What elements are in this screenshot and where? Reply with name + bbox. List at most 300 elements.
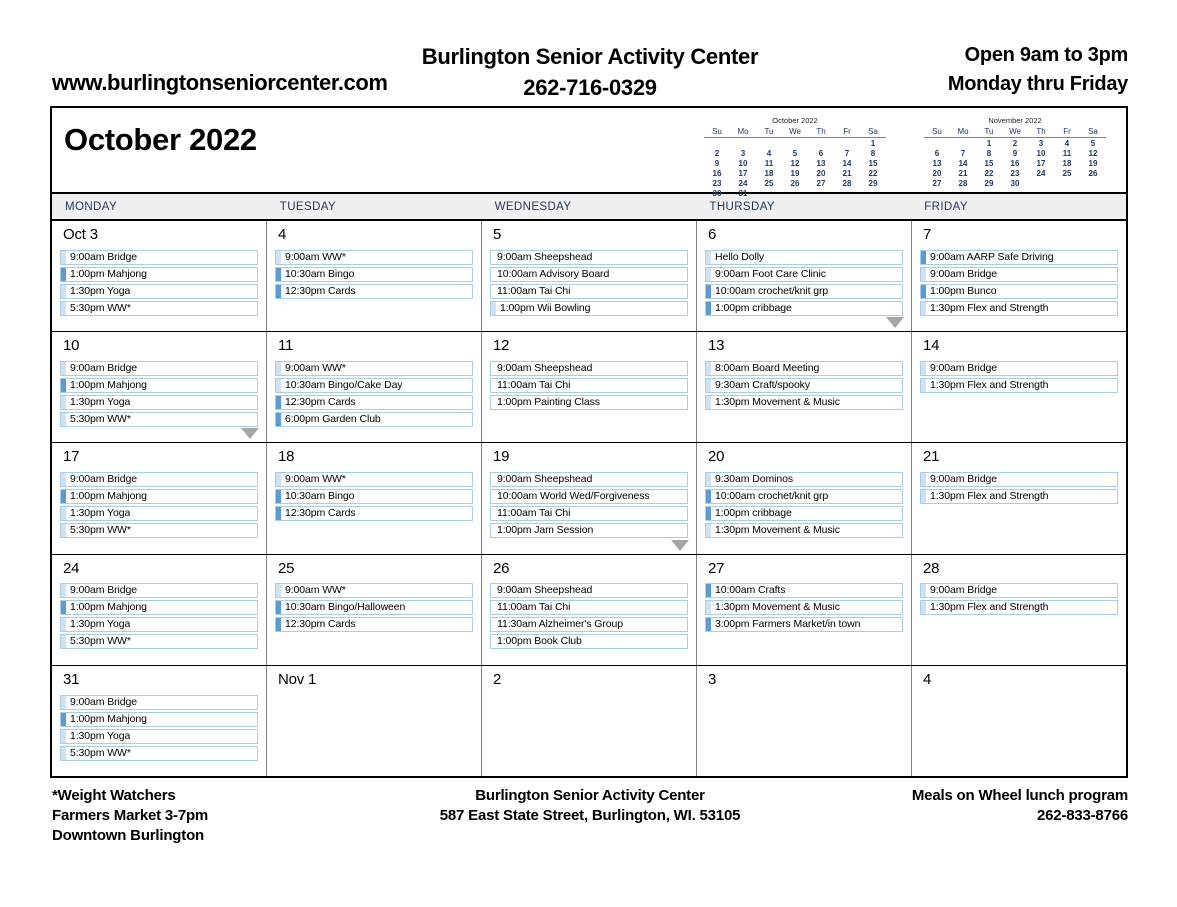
calendar-event[interactable]: [490, 284, 688, 299]
mini-calendar-day[interactable]: 1: [986, 138, 992, 148]
mini-calendar-day: [808, 188, 834, 198]
mini-calendar-day[interactable]: 7: [960, 148, 966, 158]
calendar-event[interactable]: [705, 378, 903, 393]
calendar-day-cell[interactable]: [52, 221, 266, 331]
day-number: 5: [493, 226, 502, 243]
calendar-event[interactable]: [275, 412, 473, 427]
calendar-event[interactable]: [490, 267, 688, 282]
footer-line: 587 East State Street, Burlington, WI. 53105: [439, 806, 741, 824]
day-number: 4: [923, 670, 932, 688]
mini-calendar-day[interactable]: 18: [1062, 158, 1072, 168]
day-number: 2: [493, 670, 502, 688]
event-label: 12:30pm Cards: [285, 618, 356, 631]
center-title-block: [330, 44, 850, 101]
calendar-day-cell[interactable]: [481, 443, 696, 553]
calendar-day-cell[interactable]: [52, 443, 266, 553]
calendar-day-cell[interactable]: [52, 332, 266, 442]
mini-calendar-day: [950, 138, 976, 149]
mini-calendar-day[interactable]: 2: [714, 148, 720, 158]
mini-calendar-day[interactable]: 23: [712, 178, 722, 188]
footer-line: Farmers Market 3-7pm: [52, 806, 209, 824]
calendar-event[interactable]: [275, 617, 473, 632]
calendar-event[interactable]: [705, 301, 903, 316]
mini-calendar-day[interactable]: 25: [764, 178, 774, 188]
day-number: 27: [708, 559, 725, 577]
day-event-list: [705, 472, 903, 538]
day-number: 17: [63, 448, 80, 466]
calendar-event[interactable]: [60, 250, 258, 265]
website-url: www.burlingtonseniorcenter.com: [52, 70, 388, 95]
calendar-event[interactable]: [490, 600, 688, 615]
mini-calendar-day[interactable]: 26: [1088, 168, 1098, 178]
mini-calendar-dow: Mo: [950, 127, 976, 138]
calendar-event[interactable]: [705, 617, 903, 632]
day-number: Nov 1: [278, 670, 317, 688]
mini-calendar-day: [834, 138, 860, 149]
event-label: 9:00am AARP Safe Driving: [930, 250, 1054, 263]
calendar-event[interactable]: [920, 472, 1118, 487]
mini-calendar-dow: Su: [924, 127, 950, 138]
event-label: 1:30pm Yoga: [70, 618, 131, 631]
event-label: 12:30pm Cards: [285, 395, 356, 408]
mini-calendar-day[interactable]: 24: [738, 178, 748, 188]
calendar-day-cell[interactable]: [911, 666, 1126, 776]
calendar-day-cell[interactable]: [696, 666, 911, 776]
calendar-event[interactable]: [60, 695, 258, 710]
calendar-event[interactable]: [60, 412, 258, 427]
calendar-event[interactable]: [60, 472, 258, 487]
calendar-event[interactable]: [490, 617, 688, 632]
calendar-event[interactable]: [705, 267, 903, 282]
calendar-event[interactable]: [275, 378, 473, 393]
event-label: 1:00pm Mahjong: [70, 267, 147, 280]
event-label: 9:00am Bridge: [70, 584, 137, 597]
mini-calendar-day[interactable]: 20: [816, 168, 826, 178]
mini-calendar-day[interactable]: 11: [1062, 148, 1072, 158]
day-event-list: [275, 250, 473, 299]
mini-calendar-day[interactable]: 10: [1036, 148, 1046, 158]
calendar-event[interactable]: [920, 250, 1118, 265]
calendar-event[interactable]: [60, 506, 258, 521]
page-banner: [0, 44, 1177, 106]
event-label: 9:00am Bridge: [930, 361, 997, 374]
calendar-event[interactable]: [490, 634, 688, 649]
calendar-day-cell[interactable]: [911, 332, 1126, 442]
calendar-event[interactable]: [60, 301, 258, 316]
day-number: 24: [63, 559, 80, 577]
mini-calendar-day[interactable]: 13: [816, 158, 826, 168]
day-event-list: [60, 250, 258, 316]
mini-calendar-day[interactable]: 29: [868, 178, 878, 188]
mini-calendar-day[interactable]: 19: [790, 168, 800, 178]
mini-calendar-day[interactable]: 21: [958, 168, 968, 178]
calendar-event[interactable]: [705, 284, 903, 299]
mini-calendar-day: [756, 138, 782, 149]
calendar-event[interactable]: [920, 378, 1118, 393]
calendar-day-cell[interactable]: [911, 443, 1126, 553]
calendar-day-cell[interactable]: [52, 666, 266, 776]
page-footer: [0, 786, 1177, 856]
mini-calendar-day[interactable]: 22: [984, 168, 994, 178]
event-label: 5:30pm WW*: [70, 635, 131, 648]
mini-calendar-day: [1054, 178, 1080, 188]
mini-calendar-day[interactable]: 19: [1088, 158, 1098, 168]
event-label: 9:00am Bridge: [70, 361, 137, 374]
footer-line: Downtown Burlington: [52, 826, 204, 844]
footer-line: 262-833-8766: [1036, 806, 1128, 824]
mini-calendar-day: [1080, 178, 1106, 188]
calendar-event[interactable]: [275, 361, 473, 376]
calendar-event[interactable]: [275, 284, 473, 299]
mini-calendar-day[interactable]: 13: [932, 158, 942, 168]
footer-right: [830, 786, 1128, 826]
calendar-day-cell[interactable]: [911, 221, 1126, 331]
mini-calendar-day[interactable]: 8: [986, 148, 992, 158]
calendar-day-cell[interactable]: [696, 221, 911, 331]
event-label: 3:00pm Farmers Market/in town: [715, 618, 861, 631]
calendar-event[interactable]: [490, 472, 688, 487]
event-label: 1:30pm Movement & Music: [715, 524, 840, 537]
footer-line: *Weight Watchers: [52, 787, 176, 804]
calendar-event[interactable]: [705, 361, 903, 376]
event-label: 9:00am WW*: [285, 473, 346, 486]
mini-calendar-dow: We: [1002, 127, 1028, 138]
day-event-list: [705, 250, 903, 316]
event-label: 9:00am Bridge: [930, 267, 997, 280]
calendar-event[interactable]: [275, 600, 473, 615]
mini-calendar-day[interactable]: 2: [1012, 138, 1018, 148]
footer-center: [330, 786, 850, 826]
day-number: 21: [923, 448, 940, 466]
event-label: 9:00am Bridge: [70, 695, 137, 708]
event-label: 9:00am Bridge: [930, 584, 997, 597]
mini-calendar-day[interactable]: 31: [738, 188, 748, 198]
mini-calendar-day[interactable]: 27: [816, 178, 826, 188]
calendar-day-cell[interactable]: [266, 332, 481, 442]
mini-calendar-week: [704, 148, 886, 158]
calendar-event[interactable]: [60, 284, 258, 299]
day-number: 10: [63, 337, 80, 355]
event-label: 9:30am Craft/spooky: [715, 378, 810, 391]
calendar-week-row: [52, 221, 1126, 332]
calendar-event[interactable]: [705, 472, 903, 487]
calendar-event[interactable]: [490, 250, 688, 265]
mini-calendar-day[interactable]: 16: [1010, 158, 1020, 168]
calendar-event[interactable]: [275, 506, 473, 521]
event-label: 1:30pm Movement & Music: [715, 601, 840, 614]
calendar-event[interactable]: [490, 395, 688, 410]
calendar-day-cell[interactable]: [266, 221, 481, 331]
calendar-day-cell[interactable]: [481, 666, 696, 776]
calendar-event[interactable]: [920, 301, 1118, 316]
calendar-event[interactable]: [705, 506, 903, 521]
day-event-list: [60, 361, 258, 427]
mini-calendar-day: [860, 188, 886, 198]
mini-calendar-dow: Mo: [730, 127, 756, 138]
mini-calendar-week: [704, 158, 886, 168]
mini-calendar-day[interactable]: 17: [1036, 158, 1046, 168]
mini-calendar-day[interactable]: 21: [842, 168, 852, 178]
day-event-list: [490, 250, 688, 316]
mini-calendar-day[interactable]: 28: [958, 178, 968, 188]
calendar-event[interactable]: [705, 250, 903, 265]
calendar-day-cell[interactable]: [481, 555, 696, 665]
calendar-event[interactable]: [275, 395, 473, 410]
day-number: 20: [708, 448, 725, 466]
event-label: 9:00am Bridge: [930, 473, 997, 486]
day-number: 4: [278, 226, 287, 243]
day-number: 11: [278, 337, 294, 355]
calendar-event[interactable]: [705, 489, 903, 504]
event-label: 10:00am crochet/knit grp: [715, 284, 829, 297]
mini-calendar-dow: We: [782, 127, 808, 138]
mini-calendar-week: [924, 158, 1106, 168]
mini-calendar-day[interactable]: 14: [958, 158, 968, 168]
mini-calendar-day[interactable]: 11: [764, 158, 774, 168]
mini-calendar-day[interactable]: 1: [870, 138, 876, 148]
calendar-event[interactable]: [705, 395, 903, 410]
event-label: 10:00am Advisory Board: [497, 267, 610, 280]
mini-calendar-week: [704, 188, 886, 198]
day-number: 6: [708, 226, 717, 243]
day-number: 12: [493, 337, 510, 355]
calendar-event[interactable]: [275, 267, 473, 282]
event-label: 9:00am Bridge: [70, 250, 137, 263]
event-label: Hello Dolly: [715, 250, 765, 263]
event-label: 9:00am Sheepshead: [497, 584, 593, 597]
event-label: 10:30am Bingo: [285, 267, 355, 280]
weekday-header-thursday: THURSDAY: [709, 200, 775, 213]
calendar-day-cell[interactable]: [481, 221, 696, 331]
mini-calendar-day: [730, 138, 756, 149]
center-phone: 262-716-0329: [523, 74, 657, 100]
calendar-day-cell[interactable]: [696, 332, 911, 442]
event-label: 9:00am Bridge: [70, 473, 137, 486]
mini-calendar-day[interactable]: 14: [842, 158, 852, 168]
mini-calendar-day[interactable]: 20: [932, 168, 942, 178]
calendar-title-band: [52, 108, 1126, 198]
day-number: 25: [278, 559, 295, 577]
calendar-event[interactable]: [920, 600, 1118, 615]
day-event-list: [920, 583, 1118, 615]
calendar-grid: [50, 106, 1128, 778]
calendar-event[interactable]: [60, 617, 258, 632]
calendar-day-cell[interactable]: [696, 555, 911, 665]
calendar-day-cell[interactable]: [266, 555, 481, 665]
mini-calendar-day[interactable]: 5: [1090, 138, 1096, 148]
day-number: 14: [923, 337, 940, 355]
mini-calendar-dow: Sa: [1080, 127, 1106, 138]
event-label: 9:00am WW*: [285, 250, 346, 263]
event-label: 10:00am World Wed/Forgiveness: [497, 490, 650, 503]
event-label: 1:30pm Movement & Music: [715, 395, 840, 408]
calendar-event[interactable]: [490, 506, 688, 521]
mini-calendar-day[interactable]: 6: [818, 148, 824, 158]
mini-calendar-day[interactable]: 27: [932, 178, 942, 188]
event-label: 12:30pm Cards: [285, 284, 356, 297]
mini-calendar-week: [924, 178, 1106, 188]
footer-line: Burlington Senior Activity Center: [475, 787, 705, 804]
footer-left: [52, 786, 208, 845]
calendar-event[interactable]: [490, 583, 688, 598]
event-label: 1:00pm Mahjong: [70, 601, 147, 614]
calendar-event[interactable]: [275, 489, 473, 504]
event-label: 1:00pm cribbage: [715, 507, 792, 520]
calendar-week-row: [52, 666, 1126, 776]
calendar-event[interactable]: [275, 583, 473, 598]
mini-calendar-day[interactable]: 12: [790, 158, 800, 168]
day-event-list: [920, 472, 1118, 504]
calendar-event[interactable]: [705, 600, 903, 615]
mini-calendar-day[interactable]: 24: [1036, 168, 1046, 178]
mini-calendar-week: [924, 138, 1106, 149]
more-events-arrow-icon[interactable]: [241, 428, 259, 439]
day-event-list: [920, 250, 1118, 316]
calendar-event[interactable]: [60, 361, 258, 376]
calendar-event[interactable]: [490, 489, 688, 504]
mini-calendar-day[interactable]: 28: [842, 178, 852, 188]
mini-calendar-day[interactable]: 17: [738, 168, 748, 178]
calendar-day-cell[interactable]: [696, 443, 911, 553]
mini-calendar-day[interactable]: 30: [712, 188, 722, 198]
mini-calendar-day[interactable]: 18: [764, 168, 774, 178]
event-label: 1:30pm Flex and Strength: [930, 490, 1049, 503]
mini-calendar-day[interactable]: 30: [1010, 178, 1020, 188]
calendar-event[interactable]: [920, 489, 1118, 504]
mini-calendar-day[interactable]: 16: [712, 168, 722, 178]
calendar-event[interactable]: [60, 583, 258, 598]
calendar-event[interactable]: [920, 284, 1118, 299]
day-event-list: [60, 695, 258, 761]
weekday-header-monday: MONDAY: [65, 200, 118, 213]
day-number: 18: [278, 448, 295, 466]
mini-calendar-day[interactable]: 3: [1038, 138, 1044, 148]
mini-calendar-day[interactable]: 9: [714, 158, 720, 168]
event-label: 1:00pm Painting Class: [497, 395, 600, 408]
calendar-event[interactable]: [920, 583, 1118, 598]
calendar-event[interactable]: [60, 600, 258, 615]
calendar-event[interactable]: [60, 634, 258, 649]
calendar-event[interactable]: [705, 583, 903, 598]
event-label: 5:30pm WW*: [70, 746, 131, 759]
more-events-arrow-icon[interactable]: [671, 540, 689, 551]
more-events-arrow-icon[interactable]: [886, 317, 904, 328]
mini-calendar-day[interactable]: 8: [870, 148, 876, 158]
event-label: 10:30am Bingo/Halloween: [285, 601, 406, 614]
calendar-day-cell[interactable]: [52, 555, 266, 665]
mini-calendar-day[interactable]: 25: [1062, 168, 1072, 178]
day-event-list: [490, 361, 688, 410]
calendar-day-cell[interactable]: [911, 555, 1126, 665]
mini-calendar-day[interactable]: 9: [1012, 148, 1018, 158]
calendar-event[interactable]: [275, 250, 473, 265]
calendar-event[interactable]: [60, 523, 258, 538]
calendar-event[interactable]: [60, 712, 258, 727]
mini-calendar-week: [924, 168, 1106, 178]
calendar-event[interactable]: [60, 395, 258, 410]
mini-calendar-day[interactable]: 15: [984, 158, 994, 168]
mini-calendar-day[interactable]: 5: [792, 148, 798, 158]
mini-calendar-day[interactable]: 22: [868, 168, 878, 178]
event-label: 9:00am Sheepshead: [497, 473, 593, 486]
day-number: 31: [63, 670, 80, 688]
mini-calendar-day: [704, 138, 730, 149]
mini-calendar-day: [808, 138, 834, 149]
calendar-event[interactable]: [60, 729, 258, 744]
mini-calendar-day: [756, 188, 782, 198]
event-label: 9:30am Dominos: [715, 473, 793, 486]
event-label: 9:00am Sheepshead: [497, 361, 593, 374]
day-event-list: [490, 583, 688, 649]
event-label: 11:00am Tai Chi: [497, 378, 571, 391]
calendar-event[interactable]: [705, 523, 903, 538]
event-label: 12:30pm Cards: [285, 507, 356, 520]
calendar-week-row: [52, 555, 1126, 666]
mini-calendar-day[interactable]: 23: [1010, 168, 1020, 178]
calendar-event[interactable]: [275, 472, 473, 487]
calendar-event[interactable]: [490, 378, 688, 393]
mini-calendar-day[interactable]: 6: [934, 148, 940, 158]
calendar-event[interactable]: [490, 361, 688, 376]
mini-calendar-dow: Th: [808, 127, 834, 138]
mini-calendar-day[interactable]: 4: [766, 148, 772, 158]
mini-calendar-day[interactable]: 7: [844, 148, 850, 158]
mini-calendar-dow: Fr: [1054, 127, 1080, 138]
day-event-list: [60, 583, 258, 649]
calendar-event[interactable]: [60, 489, 258, 504]
mini-calendar-title: November 2022: [988, 116, 1042, 125]
calendar-event[interactable]: [60, 378, 258, 393]
mini-calendar-day[interactable]: 3: [740, 148, 746, 158]
event-label: 1:30pm Yoga: [70, 507, 131, 520]
day-number: 26: [493, 559, 510, 577]
calendar-day-cell[interactable]: [266, 666, 481, 776]
mini-calendar-day[interactable]: 29: [984, 178, 994, 188]
mini-calendar-day[interactable]: 4: [1064, 138, 1070, 148]
event-label: 1:30pm Flex and Strength: [930, 378, 1049, 391]
calendar-event[interactable]: [490, 523, 688, 538]
mini-calendar-day[interactable]: 26: [790, 178, 800, 188]
calendar-day-cell[interactable]: [481, 332, 696, 442]
day-number: Oct 3: [63, 226, 98, 243]
calendar-event[interactable]: [60, 746, 258, 761]
day-event-list: [60, 472, 258, 538]
calendar-event[interactable]: [920, 361, 1118, 376]
calendar-event[interactable]: [60, 267, 258, 282]
mini-calendar-day[interactable]: 12: [1088, 148, 1098, 158]
event-label: 10:30am Bingo/Cake Day: [285, 378, 403, 391]
center-name: Burlington Senior Activity Center: [421, 44, 759, 69]
calendar-event[interactable]: [920, 267, 1118, 282]
day-event-list: [705, 583, 903, 632]
day-event-list: [275, 472, 473, 521]
day-event-list: [705, 361, 903, 410]
mini-calendar-dow: Tu: [976, 127, 1002, 138]
footer-line: Meals on Wheel lunch program: [911, 787, 1128, 804]
mini-calendar-october: [704, 116, 886, 198]
mini-calendar-day[interactable]: 10: [738, 158, 748, 168]
calendar-day-cell[interactable]: [266, 443, 481, 553]
weekday-header-wednesday: WEDNESDAY: [494, 200, 572, 213]
event-label: 9:00am WW*: [285, 584, 346, 597]
event-label: 5:30pm WW*: [70, 412, 131, 425]
mini-calendar-week: [704, 168, 886, 178]
event-label: 1:30pm Yoga: [70, 395, 131, 408]
mini-calendar-dow: Su: [704, 127, 730, 138]
calendar-event[interactable]: [490, 301, 688, 316]
mini-calendar-day[interactable]: 15: [868, 158, 878, 168]
mini-calendar-dow: Th: [1028, 127, 1054, 138]
